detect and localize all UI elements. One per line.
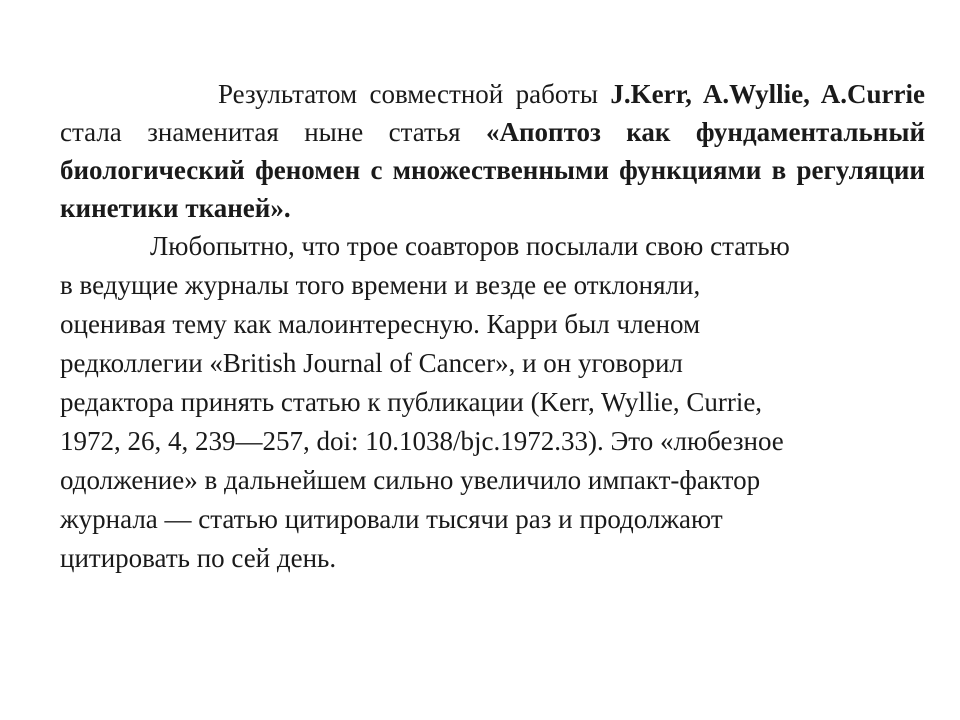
paragraph2-line: оценивая тему как малоинтересную. Карри был членом (60, 309, 701, 339)
paragraph2-line: редколлегии «British Journal of Cancer», и он уговорил (60, 348, 683, 378)
paragraph2-line: цитировать по сей день. (60, 543, 337, 573)
paragraph2-line: 1972, 26, 4, 239—257, doi: 10.1038/bjc.1972.33). Это «любезное (60, 426, 784, 456)
slide-content (60, 75, 925, 578)
paragraph1-intro: Результатом совместной работы (218, 79, 611, 109)
paragraph2-line: журнала — статью цитировали тысячи раз и продолжают (60, 504, 723, 534)
paragraph1-middle: стала знаменитая ныне статья (60, 117, 486, 147)
paragraph2-line: редактора принять статью к публикации (Kerr, Wyllie, Currie, (60, 387, 763, 417)
paragraph-publication-history (60, 75, 925, 227)
paragraph1-article-title: «Апоптоз как фундаментальный биологический феномен с множественными функциями в регуляции кинетики тканей». (60, 117, 926, 223)
paragraph2-line: одолжение» в дальнейшем сильно увеличило импакт-фактор (60, 465, 761, 495)
paragraph2-line: в ведущие журналы того времени и везде ее отклоняли, (60, 270, 701, 300)
paragraph-anecdote (60, 227, 905, 578)
paragraph2-line: Любопытно, что трое соавторов посылали свою статью (150, 231, 790, 261)
paragraph1-authors: J.Kerr, A.Wyllie, A.Currie (610, 79, 925, 109)
